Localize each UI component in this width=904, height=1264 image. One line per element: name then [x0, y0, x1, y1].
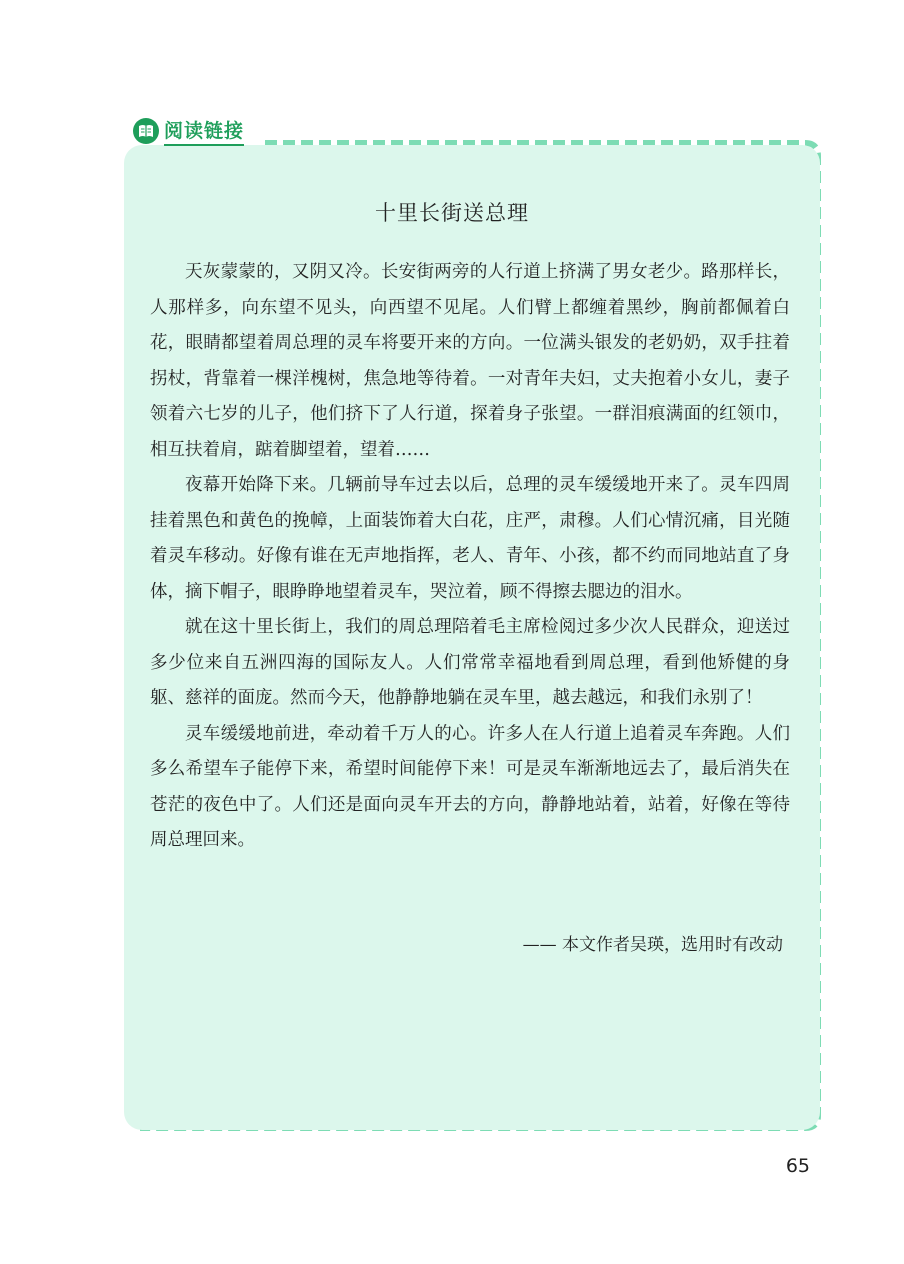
article-body — [150, 255, 790, 859]
paragraph: 夜幕开始降下来。几辆前导车过去以后，总理的灵车缓缓地开来了。灵车四周挂着黑色和黄色的挽幛，上面装饰着大白花，庄严，肃穆。人们心情沉痛，目光随着灵车移动。好像有谁在无声地指挥，老人、青年、小孩，都不约而同地站直了身体，摘下帽子，眼睁睁地望着灵车，哭泣着，顾不得擦去腮边的泪水。 — [150, 475, 790, 602]
book-icon — [132, 117, 160, 145]
reading-link-label: 阅读链接 — [164, 116, 244, 146]
paragraph: 就在这十里长街上，我们的周总理陪着毛主席检阅过多少次人民群众，迎送过多少位来自五洲四海的国际友人。人们常常幸福地看到周总理，看到他矫健的身躯、慈祥的面庞。然而今天，他静静地躺在灵车里，越去越远，和我们永别了！ — [150, 617, 790, 708]
paragraph: 天灰蒙蒙的，又阴又冷。长安街两旁的人行道上挤满了男女老少。路那样长，人那样多，向东望不见头，向西望不见尾。人们臂上都缠着黑纱，胸前都佩着白花，眼睛都望着周总理的灵车将要开来的方向。一位满头银发的老奶奶，双手拄着拐杖，背靠着一棵洋槐树，焦急地等待着。一对青年夫妇，丈夫抱着小女儿，妻子领着六七岁的儿子，他们挤下了人行道，探着身子张望。一群泪痕满面的红领巾，相互扶着肩，踮着脚望着，望着…… — [150, 262, 790, 460]
article-title: 十里长街送总理 — [375, 201, 529, 225]
paragraph: 灵车缓缓地前进，牵动着千万人的心。许多人在人行道上追着灵车奔跑。人们多么希望车子能停下来，希望时间能停下来！可是灵车渐渐地远去了，最后消失在苍茫的夜色中了。人们还是面向灵车开去的方向，静静地站着，站着，好像在等待周总理回来。 — [150, 723, 790, 850]
attribution: —— 本文作者吴瑛，选用时有改动 — [522, 935, 783, 955]
page-number: 65 — [785, 1155, 810, 1177]
reading-link-header — [132, 116, 244, 146]
